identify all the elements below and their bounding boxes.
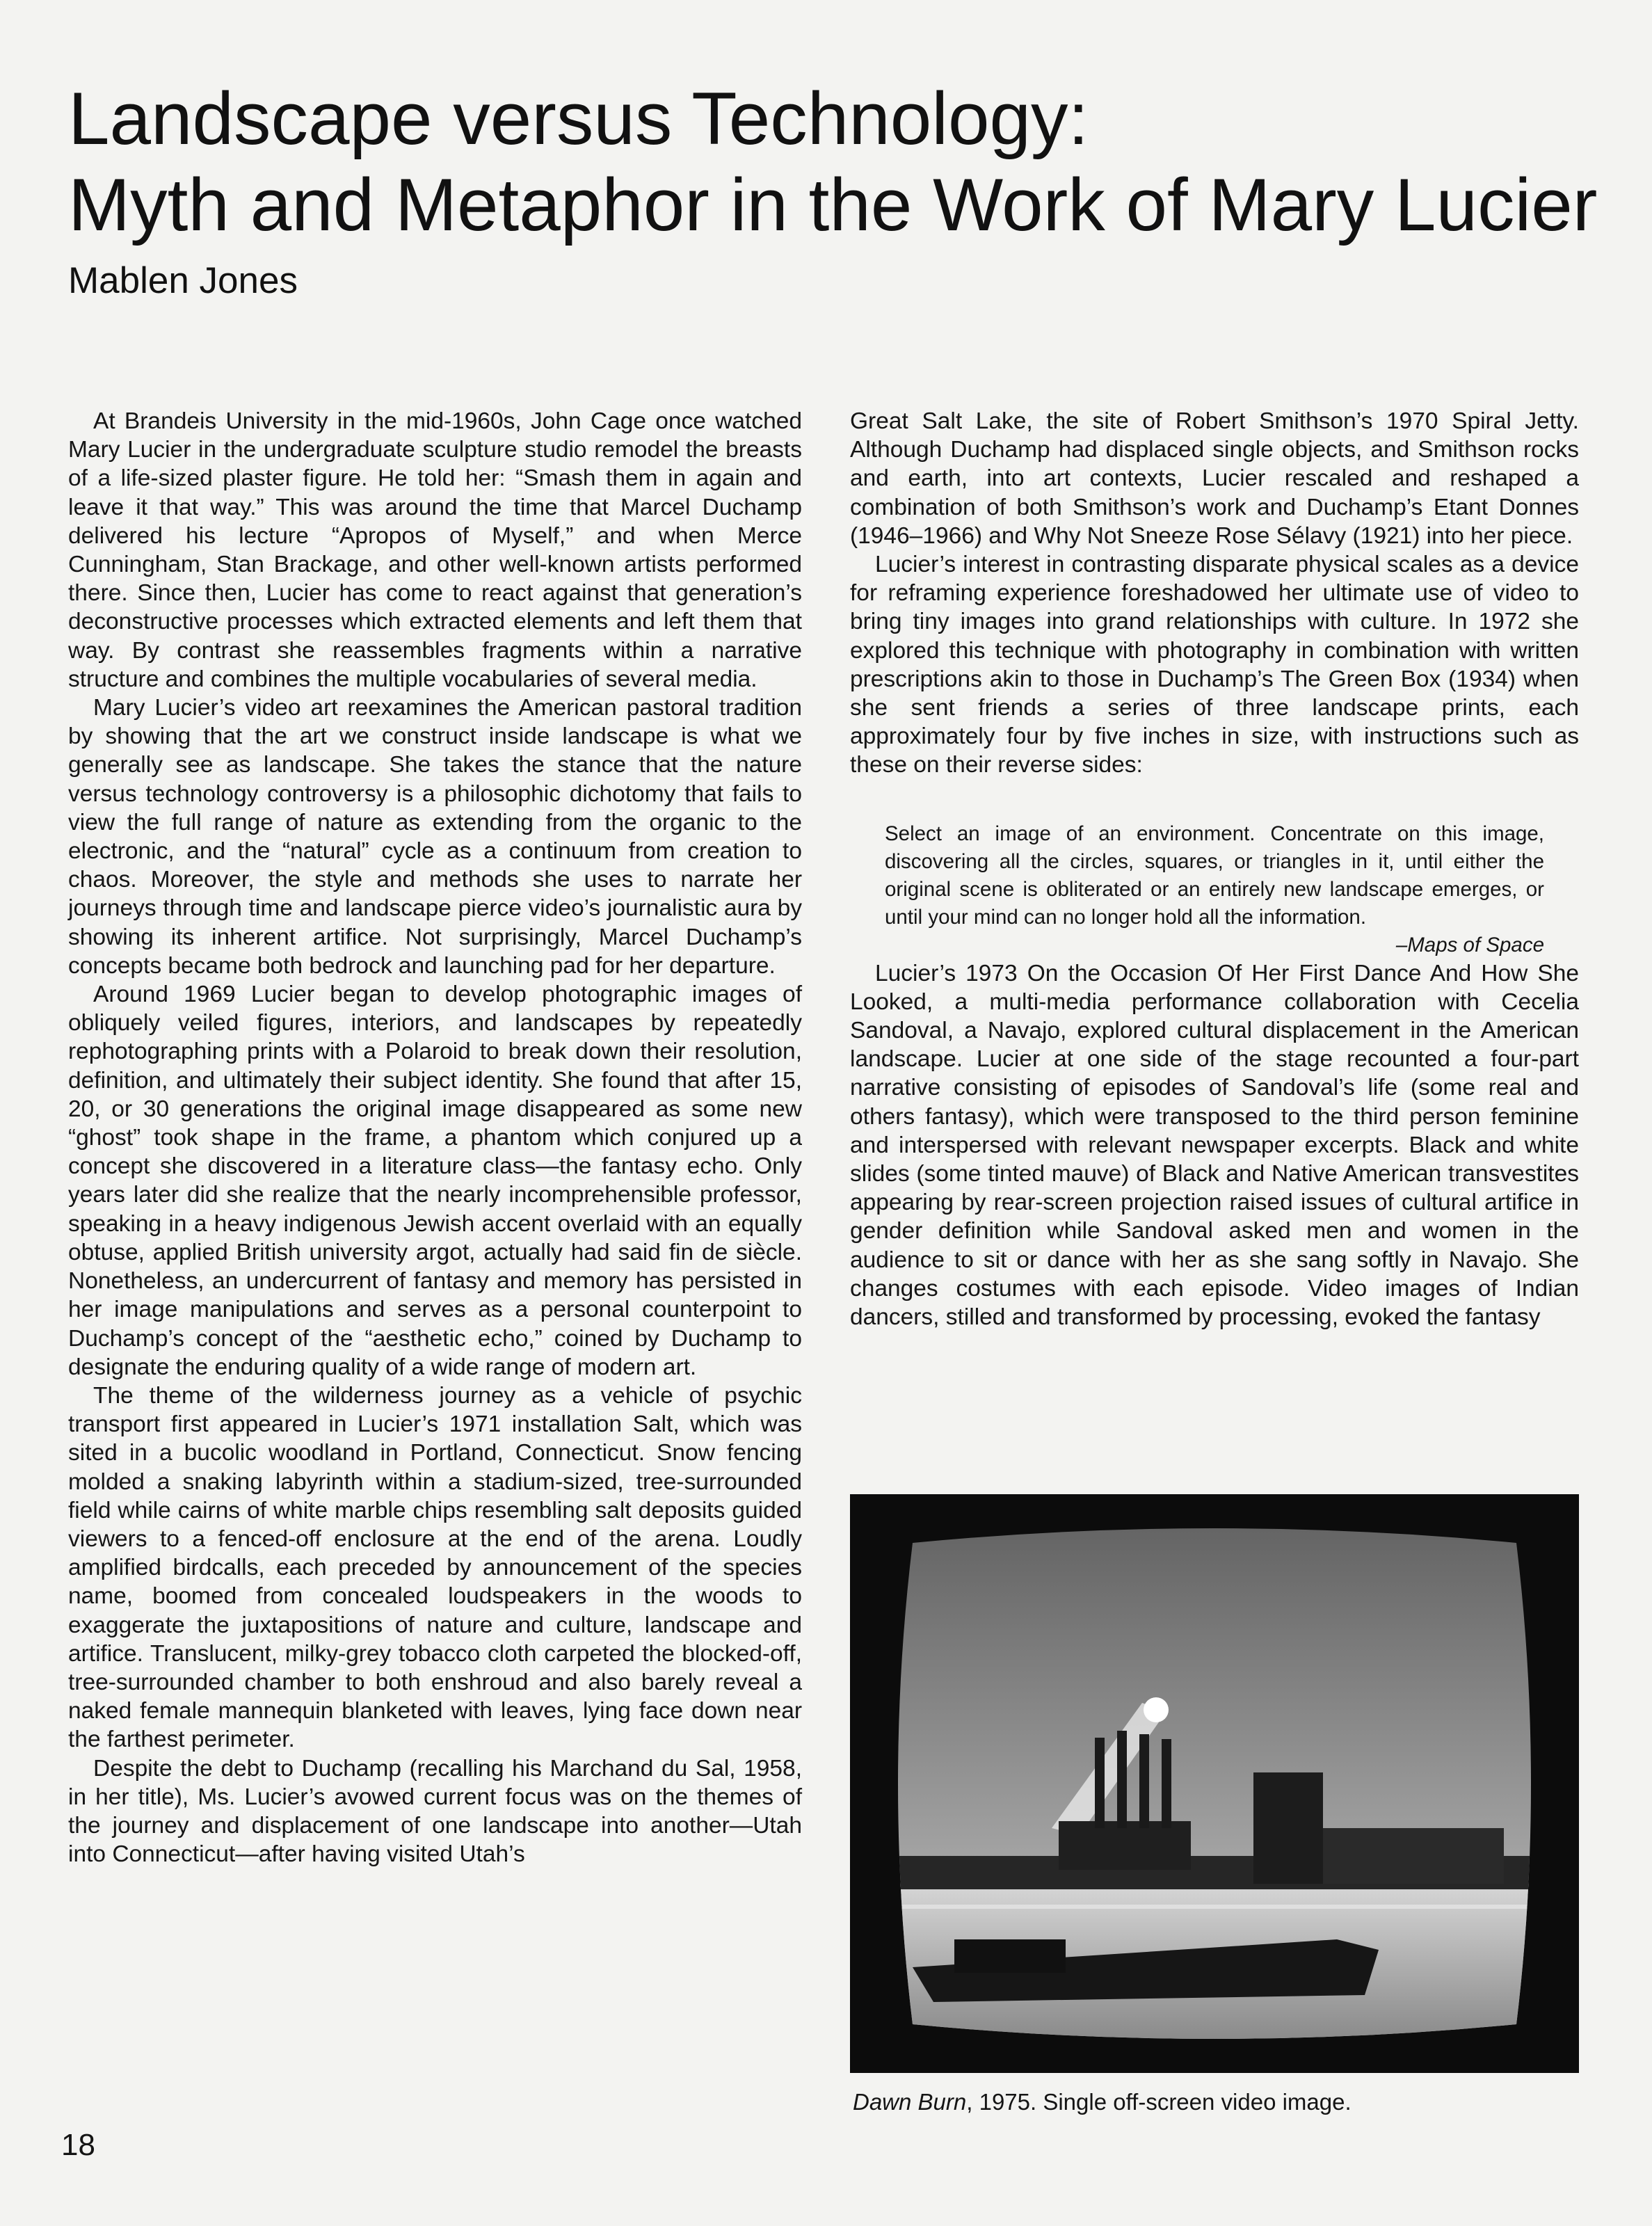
paragraph: Lucier’s 1973 On the Occasion Of Her First Dance And How She Looked, a multi-media performance collaboration with Cecelia Sandoval, a Navajo, explored cultural displacement in the American landscape. Lucier at one side of the stage recounted a four-part narrative consisting of episodes of Sandoval’s life (some real and others fantasy), which were transposed to the third person feminine and interspersed with relevant newspaper excerpts. Black and white slides (some tinted mauve) of Black and Native American transvestites appearing by rear-screen projection raised issues of cultural artifice in gender definition while Sandoval asked men and women in the audience to sit or dance with her as she sang softly in Navajo. She changes costumes with each episode. Video images of Indian dancers, stilled and transformed by processing, evoked the fantasy <box>850 960 1579 1331</box>
caption-text: , 1975. Single off-screen video image. <box>966 2089 1352 2115</box>
article-title <box>68 75 1598 248</box>
dawn-burn-image <box>850 1494 1579 2073</box>
left-column <box>68 407 802 2125</box>
title-line-1: Landscape versus Technology: <box>68 77 1089 160</box>
caption-title: Dawn Burn <box>853 2089 967 2115</box>
paragraph: Lucier’s interest in contrasting disparate physical scales as a device for reframing experience foreshadowed her ultimate use of video to bring tiny images into grand relationships with culture. In 1972 she explored this technique with photography in combination with written prescriptions akin to those in Duchamp’s The Green Box (1934) when she sent friends a series of three landscape prints, each approximately four by five inches in size, with instructions such as these on their reverse sides: <box>850 552 1579 778</box>
paragraph: Around 1969 Lucier began to develop photographic images of obliquely veiled figures, interiors, and landscapes by repeatedly rephotographing prints with a Polaroid to break down their resolution, definition, and ultimately their subject identity. She found that after 15, 20, or 30 generations the original image disappeared as some new “ghost” took shape in the frame, a phantom which conjured up a concept she discovered in a literature class—the fantasy echo. Only years later did she realize that the nearly incomprehensible professor, speaking in a heavy indigenous Jewish accent overlaid with an equally obtuse, applied British university argot, actually had said fin de siècle. Nonetheless, an undercurrent of fantasy and memory has persisted in her image manipulations and serves as a personal counterpoint to Duchamp’s concept of the “aesthetic echo,” coined by Duchamp to designate the enduring quality of a wide range of modern art. <box>68 982 802 1380</box>
figure-caption <box>853 2088 1352 2116</box>
page-number: 18 <box>61 2128 95 2162</box>
title-line-2: Myth and Metaphor in the Work of Mary Lucier <box>68 163 1598 246</box>
quote-source: –Maps of Space <box>1395 933 1544 956</box>
right-column <box>850 407 1579 1331</box>
paragraph: The theme of the wilderness journey as a vehicle of psychic transport first appeared in Lucier’s 1971 installation Salt, which was sited in a bucolic woodland in Portland, Connecticut. Snow fencing molded a snaking labyrinth within a stadium-sized, tree-surrounded field while cairns of white marble chips resembling salt deposits guided viewers to a fenced-off enclosure at the end of the arena. Loudly amplified birdcalls, each preceded by announcement of the species name, boomed from concealed loudspeakers in the woods to exaggerate the juxtapositions of nature and culture, landscape and artifice. Translucent, milky-grey tobacco cloth carpeted the blocked-off, tree-surrounded chamber to both enshroud and also barely reveal a naked female mannequin blanketed with leaves, lying face down near the farthest perimeter. <box>68 1382 802 1753</box>
paragraph: Despite the debt to Duchamp (recalling his Marchand du Sal, 1958, in her title), Ms. Lucier’s avowed current focus was on the themes of the journey and displacement of one landscape into another—Utah into Connecticut—after having visited Utah’s <box>68 1755 802 1868</box>
paragraph: At Brandeis University in the mid-1960s, John Cage once watched Mary Lucier in the undergraduate sculpture studio remodel the breasts of a life-sized plaster figure. He told her: “Smash them in again and leave it that way.” This was around the time that Marcel Duchamp delivered his lecture “Apropos of Myself,” and when Merce Cunningham, Stan Brackage, and other well-known artists performed there. Since then, Lucier has come to react against that generation’s deconstructive processes which extracted elements and left them that way. By contrast she reassembles fragments within a narrative structure and combines the multiple vocabularies of several media. <box>68 408 802 692</box>
paragraph: Great Salt Lake, the site of Robert Smithson’s 1970 Spiral Jetty. Although Duchamp had displaced single objects, and Smithson rocks and earth, into art contexts, Lucier rescaled and reshaped a combination of both Smithson’s work and Duchamp’s Etant Donnes (1946–1966) and Why Not Sneeze Rose Sélavy (1921) into her piece. <box>850 408 1579 549</box>
paragraph: Mary Lucier’s video art reexamines the American pastoral tradition by showing that the art we construct inside landscape is what we generally see as landscape. She takes the stance that the nature versus technology controversy is a philosophic dichotomy that fails to view the full range of nature as extending from the organic to the electronic, and the “natural” cycle as a continuum from creation to chaos. Moreover, the style and methods she uses to narrate her journeys through time and landscape pierce video’s journalistic aura by showing its inherent artifice. Not surprisingly, Marcel Duchamp’s concepts became both bedrock and launching pad for her departure. <box>68 695 802 979</box>
author-byline: Mablen Jones <box>68 260 298 301</box>
block-quote <box>885 820 1544 959</box>
video-still-figure <box>850 1494 1579 2073</box>
quote-text: Select an image of an environment. Concentrate on this image, discovering all the circles, squares, or triangles in it, until either the original scene is obliterated or an entirely new landscape emerges, or until your mind can no longer hold all the information. <box>885 822 1544 929</box>
